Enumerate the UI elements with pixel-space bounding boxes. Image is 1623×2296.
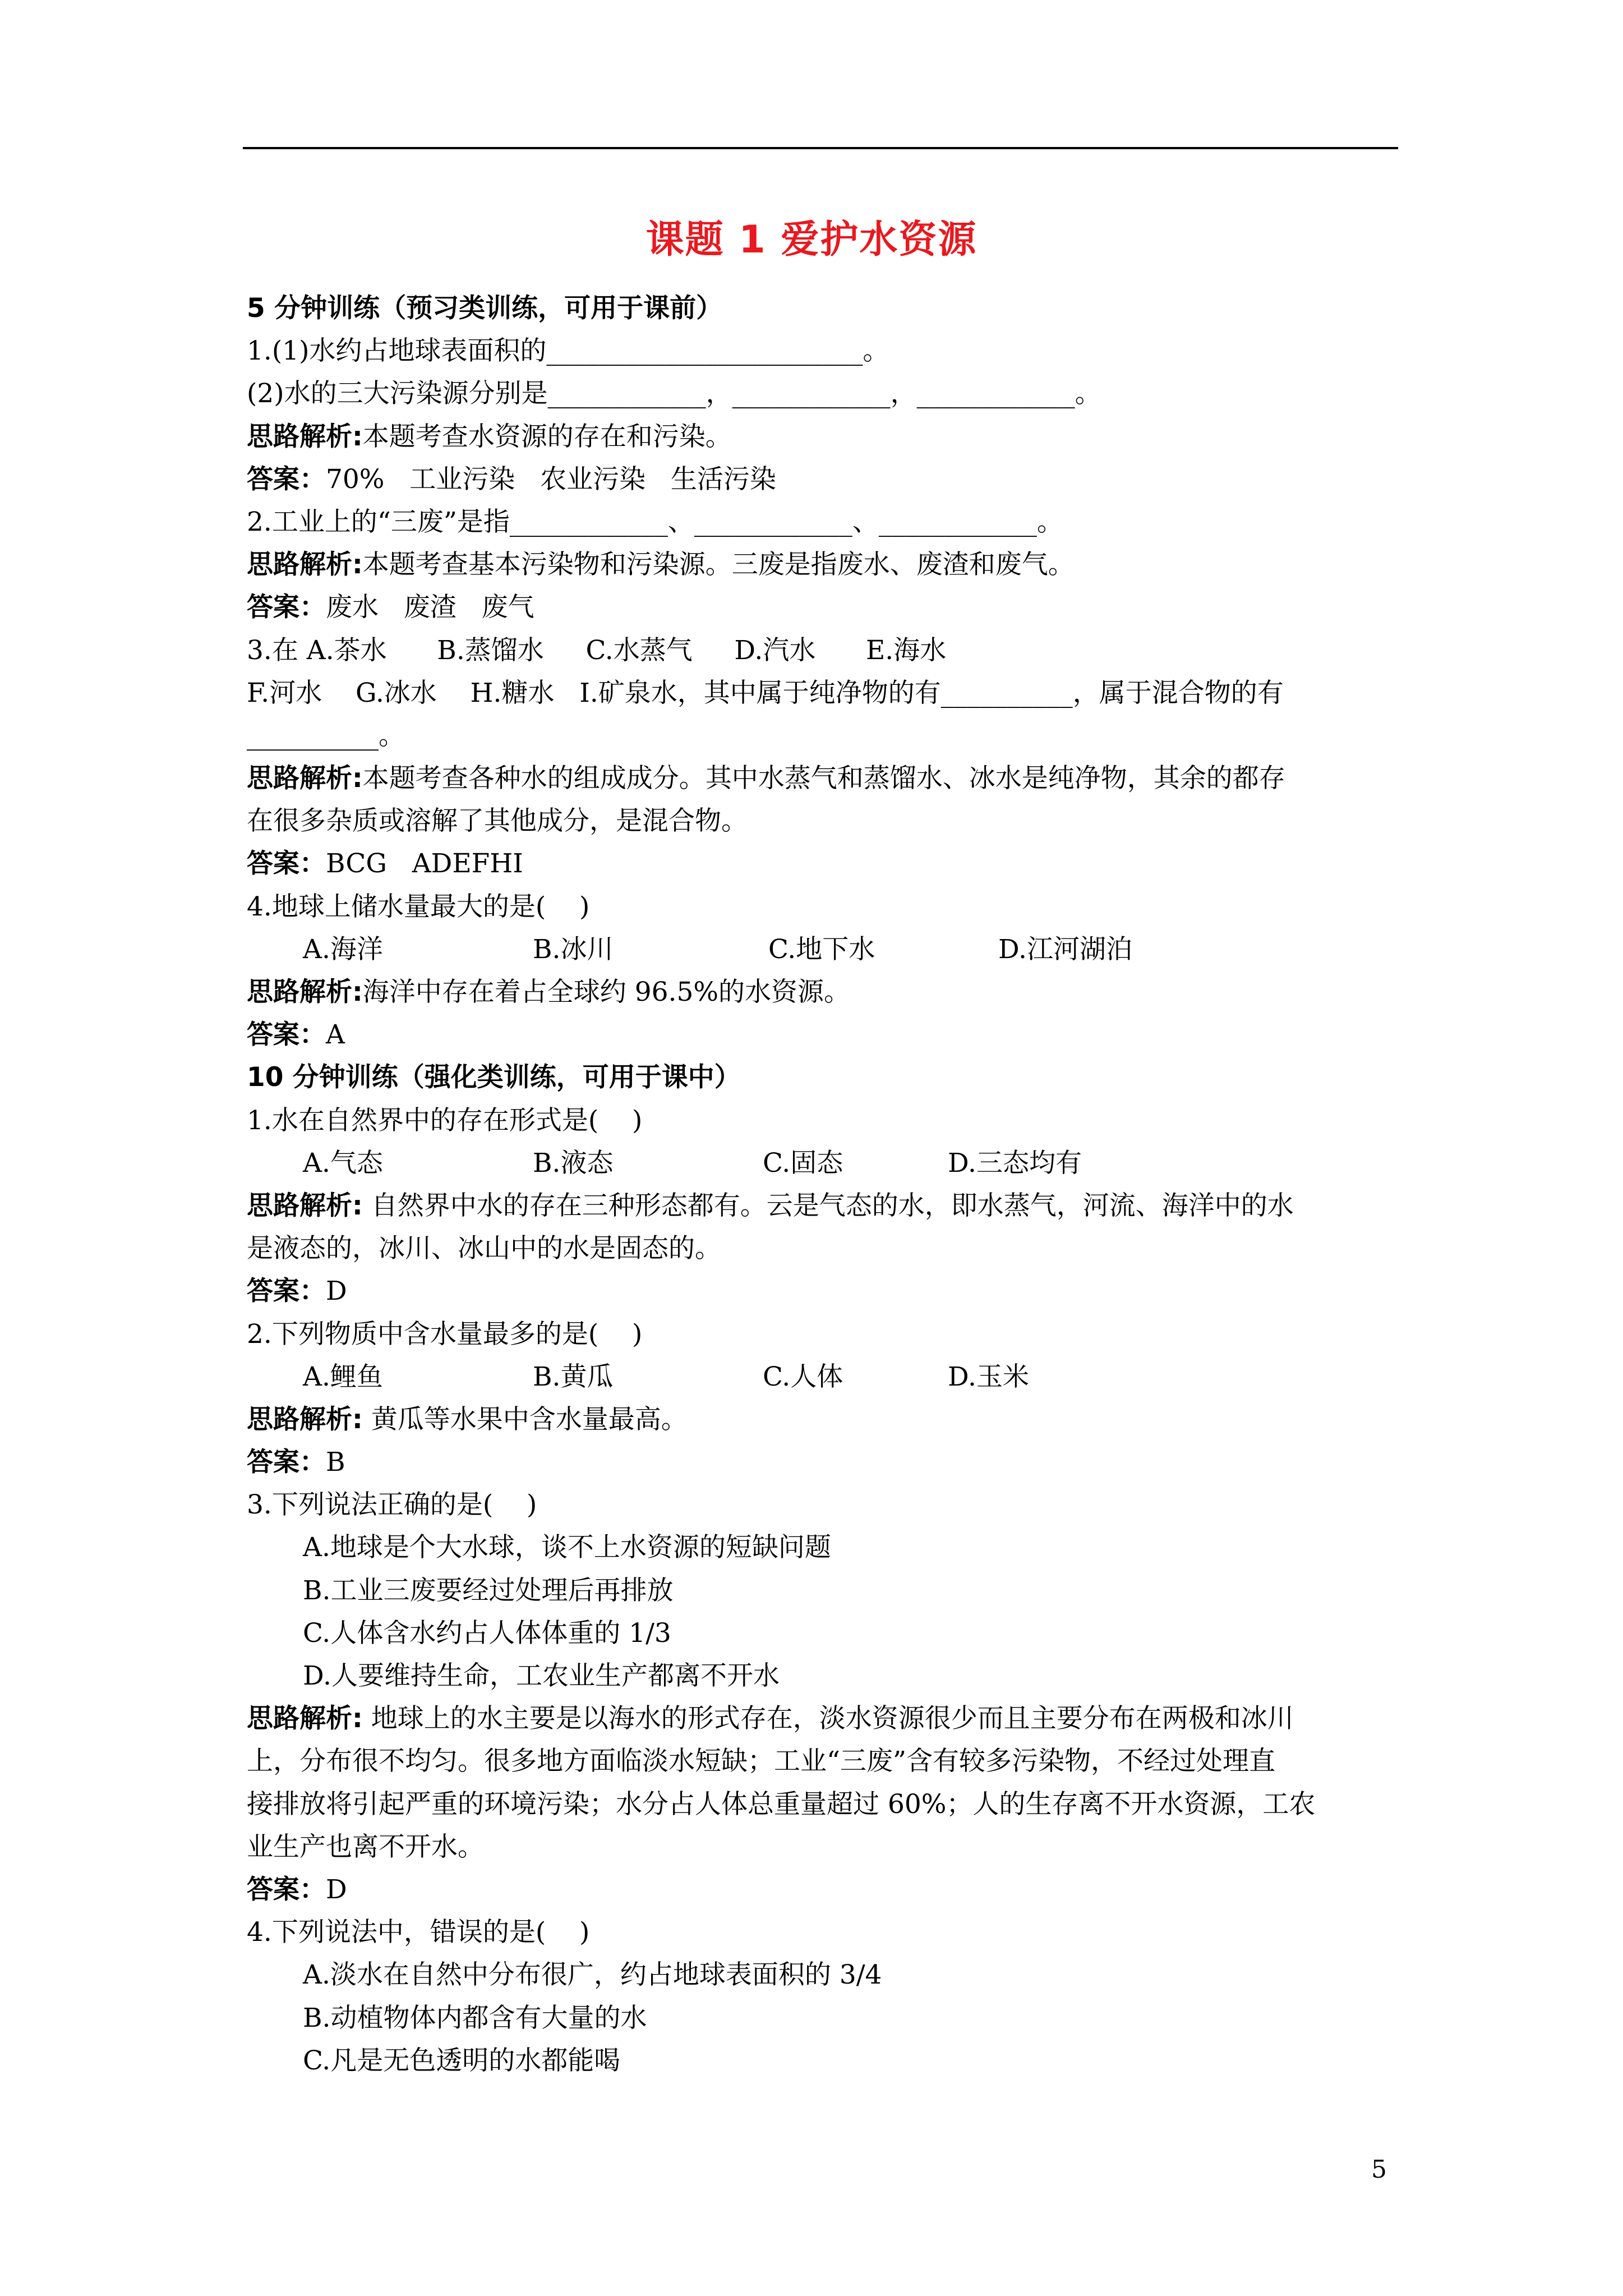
section-heading: 10 分钟训练（强化类训练，可用于课中） (247, 1062, 741, 1093)
answer-label: 答案： (247, 463, 326, 495)
analysis-text: 上，分布很不均匀。很多地方面临淡水短缺；工业“三废”含有较多污染物，不经过处理直 (247, 1746, 1276, 1777)
analysis-line (247, 1697, 1402, 1740)
question-text: 2.工业上的“三废”是指____________、____________、____________。 (247, 506, 1063, 537)
option: B.工业三废要经过处理后再排放 (303, 1575, 674, 1606)
analysis-text: 业生产也离不开水。 (247, 1831, 484, 1862)
option: A.淡水在自然中分布很广，约占地球表面积的 3/4 (303, 1959, 882, 1991)
option: C.人体 (763, 1361, 843, 1392)
option: C.凡是无色透明的水都能喝 (303, 2045, 621, 2076)
analysis-text: 自然界中水的存在三种形态都有。云是气态的水，即水蒸气，河流、海洋中的水 (362, 1190, 1294, 1221)
analysis-line (247, 1185, 1402, 1227)
analysis-text: 是液态的，冰川、冰山中的水是固态的。 (247, 1233, 721, 1264)
analysis-label: 思路解析: (247, 763, 363, 794)
answer-text: 70% 工业污染 农业污染 生活污染 (326, 463, 776, 495)
answer-line (247, 1014, 1402, 1056)
answer-label: 答案： (247, 1276, 326, 1307)
option: C.人体含水约占人体体重的 1/3 (303, 1617, 671, 1649)
analysis-line (247, 416, 1402, 458)
analysis-text: 接排放将引起严重的环境污染；水分占人体总重量超过 60%；人的生存离不开水资源，工农 (247, 1788, 1316, 1820)
page-number: 5 (1371, 2155, 1387, 2184)
option: C.地下水 (768, 933, 875, 965)
options-row (247, 928, 1402, 971)
answer-label: 答案： (247, 1874, 326, 1905)
option: D.玉米 (948, 1361, 1029, 1392)
answer-line (247, 1441, 1402, 1484)
option: B.动植物体内都含有大量的水 (303, 2002, 647, 2033)
answer-line (247, 458, 1402, 501)
answer-line (247, 1869, 1402, 1911)
option: D.江河湖泊 (998, 933, 1132, 965)
analysis-line (247, 971, 1402, 1014)
question-text: __________。 (247, 720, 405, 751)
option: B.冰川 (533, 933, 614, 965)
option: B.黄瓜 (533, 1361, 614, 1392)
answer-text: 废水 废渣 废气 (326, 592, 534, 623)
answer-text: A (326, 1019, 345, 1051)
option: A.气态 (303, 1147, 383, 1179)
document-body (247, 287, 1402, 2082)
analysis-label: 思路解析: (247, 1190, 363, 1221)
answer-label: 答案： (247, 1019, 326, 1051)
question-text: 3.下列说法正确的是( ) (247, 1489, 537, 1521)
answer-line (247, 586, 1402, 629)
answer-text: D (326, 1276, 347, 1307)
header-rule (243, 147, 1398, 149)
analysis-label: 思路解析: (247, 549, 363, 581)
analysis-label: 思路解析: (247, 977, 363, 1007)
option: A.地球是个大水球，谈不上水资源的短缺问题 (303, 1532, 831, 1563)
options-row (247, 1142, 1402, 1185)
question-text: 4.下列说法中，错误的是( ) (247, 1917, 590, 1948)
analysis-text: 地球上的水主要是以海水的形式存在，淡水资源很少而且主要分布在两极和冰川 (362, 1703, 1294, 1734)
answer-text: BCG ADEFHI (326, 848, 523, 880)
option: D.人要维持生命，工农业生产都离不开水 (303, 1660, 780, 1691)
analysis-label: 思路解析: (247, 1404, 363, 1435)
answer-text: B (326, 1447, 345, 1478)
analysis-label: 思路解析: (247, 1703, 363, 1734)
option: B.液态 (533, 1147, 614, 1179)
answer-label: 答案： (247, 1447, 326, 1478)
option: A.海洋 (303, 933, 383, 965)
analysis-text: 本题考查各种水的组成成分。其中水蒸气和蒸馏水、冰水是纯净物，其余的都存 (362, 763, 1285, 794)
answer-label: 答案： (247, 848, 326, 880)
question-text: 2.下列物质中含水量最多的是( ) (247, 1318, 643, 1350)
option: A.鲤鱼 (303, 1361, 383, 1392)
analysis-line (247, 757, 1402, 800)
answer-text: D (326, 1874, 347, 1905)
answer-line (247, 843, 1402, 885)
analysis-text: 本题考查基本污染物和污染源。三废是指废水、废渣和废气。 (362, 549, 1075, 581)
question-text: (2)水的三大污染源分别是____________，____________，____________。 (247, 378, 1101, 409)
section-heading: 5 分钟训练（预习类训练，可用于课前） (247, 293, 723, 324)
analysis-text: 本题考查水资源的存在和污染。 (362, 421, 732, 452)
analysis-text: 海洋中存在着占全球约 96.5%的水资源。 (362, 977, 851, 1007)
analysis-line (247, 544, 1402, 586)
question-text: 4.地球上储水量最大的是( ) (247, 891, 590, 922)
analysis-line (247, 1398, 1402, 1441)
answer-line (247, 1270, 1402, 1313)
question-text: F.河水 G.冰水 H.糖水 I.矿泉水，其中属于纯净物的有__________，属于混合物的有 (247, 677, 1284, 708)
analysis-text: 在很多杂质或溶解了其他成分，是混合物。 (247, 806, 748, 837)
analysis-label: 思路解析: (247, 421, 363, 452)
question-text: 1.水在自然界中的存在形式是( ) (247, 1105, 643, 1136)
option: D.三态均有 (948, 1147, 1082, 1179)
question-text: 1.(1)水约占地球表面积的________________________。 (247, 335, 889, 367)
page-title: 课题 1 爱护水资源 (645, 218, 978, 262)
analysis-text: 黄瓜等水果中含水量最高。 (362, 1404, 688, 1435)
option: C.固态 (763, 1147, 843, 1179)
answer-label: 答案： (247, 592, 326, 623)
question-text: 3.在 A.茶水 B.蒸馏水 C.水蒸气 D.汽水 E.海水 (247, 634, 947, 666)
options-row (247, 1356, 1402, 1398)
